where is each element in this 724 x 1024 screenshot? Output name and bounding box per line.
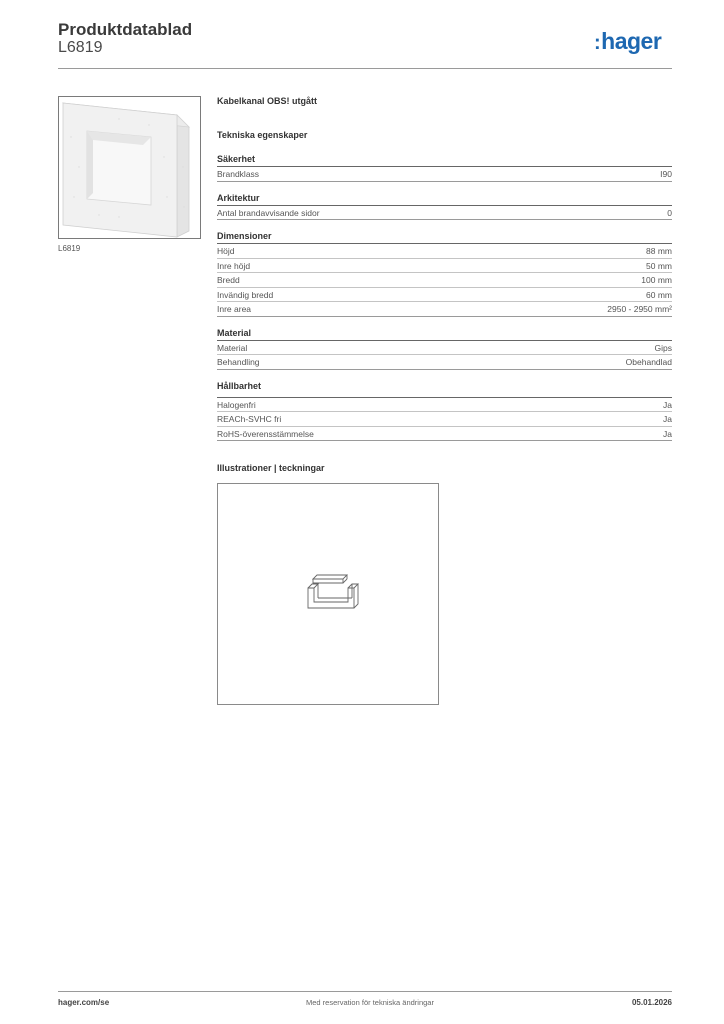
product-image	[58, 96, 201, 239]
spec-group-title: Hållbarhet	[217, 380, 672, 398]
spec-group-safety	[217, 153, 672, 182]
footer-disclaimer: Med reservation för tekniska ändringar	[306, 998, 434, 1007]
spec-row	[217, 288, 672, 303]
spec-label: Antal brandavvisande sidor	[217, 207, 320, 218]
spec-value: Ja	[663, 428, 672, 439]
spec-label: Invändig bredd	[217, 289, 274, 300]
spec-row	[217, 427, 672, 442]
spec-group-architecture	[217, 192, 672, 221]
spec-row	[217, 206, 672, 221]
spec-label: REACh-SVHC fri	[217, 414, 282, 424]
spec-group-sustainability	[217, 380, 672, 442]
spec-label: Brandklass	[217, 169, 260, 179]
spec-value: Gips	[654, 342, 672, 353]
footer-date: 05.01.2026	[631, 998, 672, 1007]
spec-value: 100 mm	[641, 275, 672, 285]
spec-value: 2950 - 2950 mm²	[607, 304, 672, 314]
spec-value: Ja	[663, 399, 672, 410]
spec-value: Obehandlad	[625, 357, 672, 367]
footer-divider	[58, 991, 672, 992]
spec-group-title: Säkerhet	[217, 153, 672, 167]
spec-row	[217, 398, 672, 413]
header-divider	[58, 68, 672, 69]
spec-group-dimensions	[217, 230, 672, 317]
spec-value: Ja	[663, 414, 672, 424]
spec-row	[217, 244, 672, 259]
product-code: L6819	[58, 39, 103, 56]
spec-group-material	[217, 327, 672, 370]
spec-value: 88 mm	[646, 246, 672, 256]
page-title: Produktdatablad	[58, 20, 193, 39]
spec-label: Inre höjd	[217, 260, 251, 271]
spec-row	[217, 355, 672, 370]
technical-drawing-picture	[218, 484, 438, 704]
footer-website: hager.com/se	[58, 998, 110, 1007]
illustrations-heading: Illustrationer | teckningar	[217, 463, 325, 473]
spec-label: Behandling	[217, 357, 260, 367]
product-frame-picture	[59, 97, 200, 238]
spec-row	[217, 259, 672, 274]
illustration-drawing	[217, 483, 439, 705]
spec-label: RoHS-överensstämmelse	[217, 428, 314, 439]
technical-properties-heading: Tekniska egenskaper	[217, 130, 308, 140]
product-image-caption: L6819	[58, 244, 81, 253]
specifications	[217, 96, 672, 441]
spec-group-title: Arkitektur	[217, 192, 672, 206]
spec-value: I90	[660, 169, 672, 179]
spec-value: 50 mm	[646, 260, 672, 271]
logo-text: hager	[601, 28, 662, 54]
product-name: Kabelkanal OBS! utgått	[217, 96, 318, 106]
spec-group-title: Material	[217, 327, 672, 341]
spec-row	[217, 341, 672, 356]
spec-label: Höjd	[217, 246, 235, 256]
spec-group-title: Dimensioner	[217, 230, 672, 244]
spec-label: Material	[217, 342, 248, 353]
spec-label: Bredd	[217, 275, 240, 285]
spec-value: 60 mm	[646, 289, 672, 300]
spec-row	[217, 412, 672, 427]
spec-label: Halogenfri	[217, 399, 256, 410]
spec-row	[217, 302, 672, 317]
spec-row	[217, 167, 672, 182]
hager-logo: :hager	[594, 28, 662, 54]
spec-label: Inre area	[217, 304, 252, 314]
spec-value: 0	[667, 207, 672, 218]
spec-row	[217, 273, 672, 288]
